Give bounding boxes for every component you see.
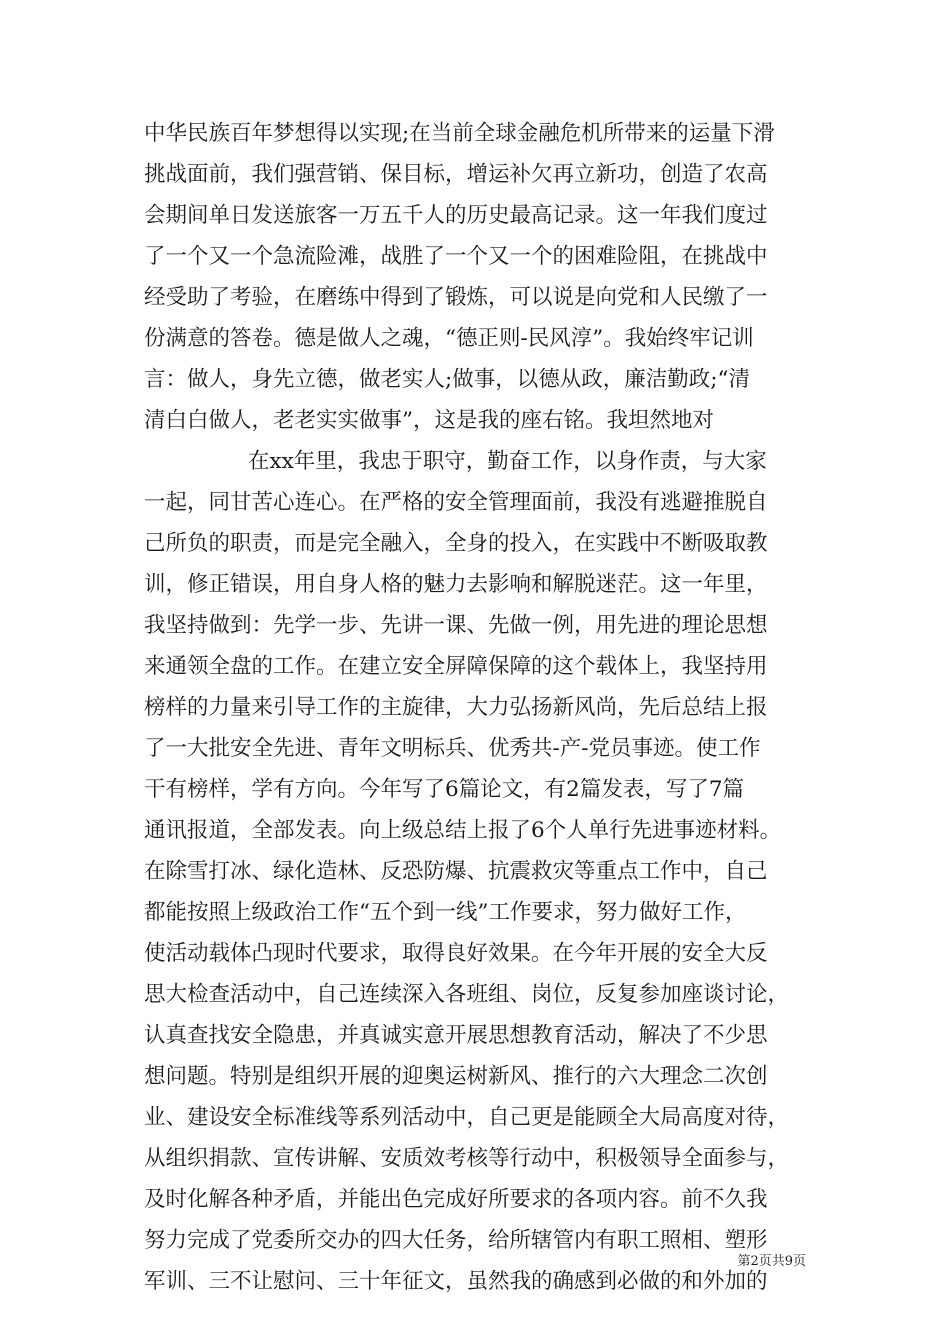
text-line: 榜样的力量来引导工作的主旋律，大力弘扬新风尚，先后总结上报 <box>144 695 768 720</box>
text-line: 干有榜样，学有方向。今年写了6篇论文，有2篇发表，写了7篇 <box>144 777 745 802</box>
text-line: 会期间单日发送旅客一万五千人的历史最高记录。这一年我们度过 <box>144 203 768 228</box>
text-line: 己所负的职责，而是完全融入，全身的投入，在实践中不断吸取教 <box>144 531 768 556</box>
text-line: 来通领全盘的工作。在建立安全屏障保障的这个载体上，我坚持用 <box>144 654 768 679</box>
text-line: 了一大批安全先进、青年文明标兵、优秀共-产-党员事迹。使工作 <box>144 736 761 761</box>
text-line: 认真查找安全隐患，并真诚实意开展思想教育活动，解决了不少思 <box>144 1023 768 1048</box>
text-line: 我坚持做到：先学一步、先讲一课、先做一例，用先进的理论思想 <box>144 613 768 638</box>
text-line: 份满意的答卷。德是做人之魂，“德正则-民风淳”。我始终牢记训 <box>144 326 754 351</box>
text-line: 想问题。特别是组织开展的迎奥运树新风、推行的六大理念二次创 <box>144 1064 768 1089</box>
text-line: 从组织捐款、宣传讲解、安质效考核等行动中，积极领导全面参与， <box>144 1146 790 1171</box>
text-line: 言：做人，身先立德，做老实人;做事，以德从政，廉洁勤政;“清 <box>144 367 750 392</box>
text-line: 训，修正错误，用自身人格的魅力去影响和解脱迷茫。这一年里， <box>144 572 768 597</box>
text-line: 挑战面前，我们强营销、保目标，增运补欠再立新功，创造了农高 <box>144 162 768 187</box>
text-line: 使活动载体凸现时代要求，取得良好效果。在今年开展的安全大反 <box>144 941 768 966</box>
text-line: 清白白做人，老老实实做事”，这是我的座右铭。我坦然地对 <box>144 408 714 433</box>
text-line: 一起，同甘苦心连心。在严格的安全管理面前，我没有逃避推脱自 <box>144 490 768 515</box>
page-number: 第2页共9页 <box>737 1254 806 1269</box>
text-line: 军训、三不让慰问、三十年征文，虽然我的确感到必做的和外加的 <box>144 1269 768 1294</box>
text-line: 经受助了考验，在磨练中得到了锻炼，可以说是向党和人民缴了一 <box>144 285 768 310</box>
text-line: 及时化解各种矛盾，并能出色完成好所要求的各项内容。前不久我 <box>144 1187 768 1212</box>
text-line: 中华民族百年梦想得以实现;在当前全球金融危机所带来的运量下滑 <box>144 121 775 146</box>
text-line: 努力完成了党委所交办的四大任务，给所辖管内有职工照相、塑形 <box>144 1228 768 1253</box>
text-line: 在除雪打冰、绿化造林、反恐防爆、抗震救灾等重点工作中，自己 <box>144 859 768 884</box>
text-line: 思大检查活动中，自己连续深入各班组、岗位，反复参加座谈讨论， <box>144 982 790 1007</box>
text-line: 业、建设安全标准线等系列活动中，自己更是能顾全大局高度对待， <box>144 1105 790 1130</box>
text-line: 了一个又一个急流险滩，战胜了一个又一个的困难险阻，在挑战中 <box>144 244 768 269</box>
text-line: 通讯报道，全部发表。向上级总结上报了6个人单行先进事迹材料。 <box>144 818 782 843</box>
text-line-indented: 在xx年里，我忠于职守，勤奋工作，以身作责，与大家 <box>248 449 767 474</box>
text-line: 都能按照上级政治工作“五个到一线”工作要求，努力做好工作， <box>144 900 747 925</box>
